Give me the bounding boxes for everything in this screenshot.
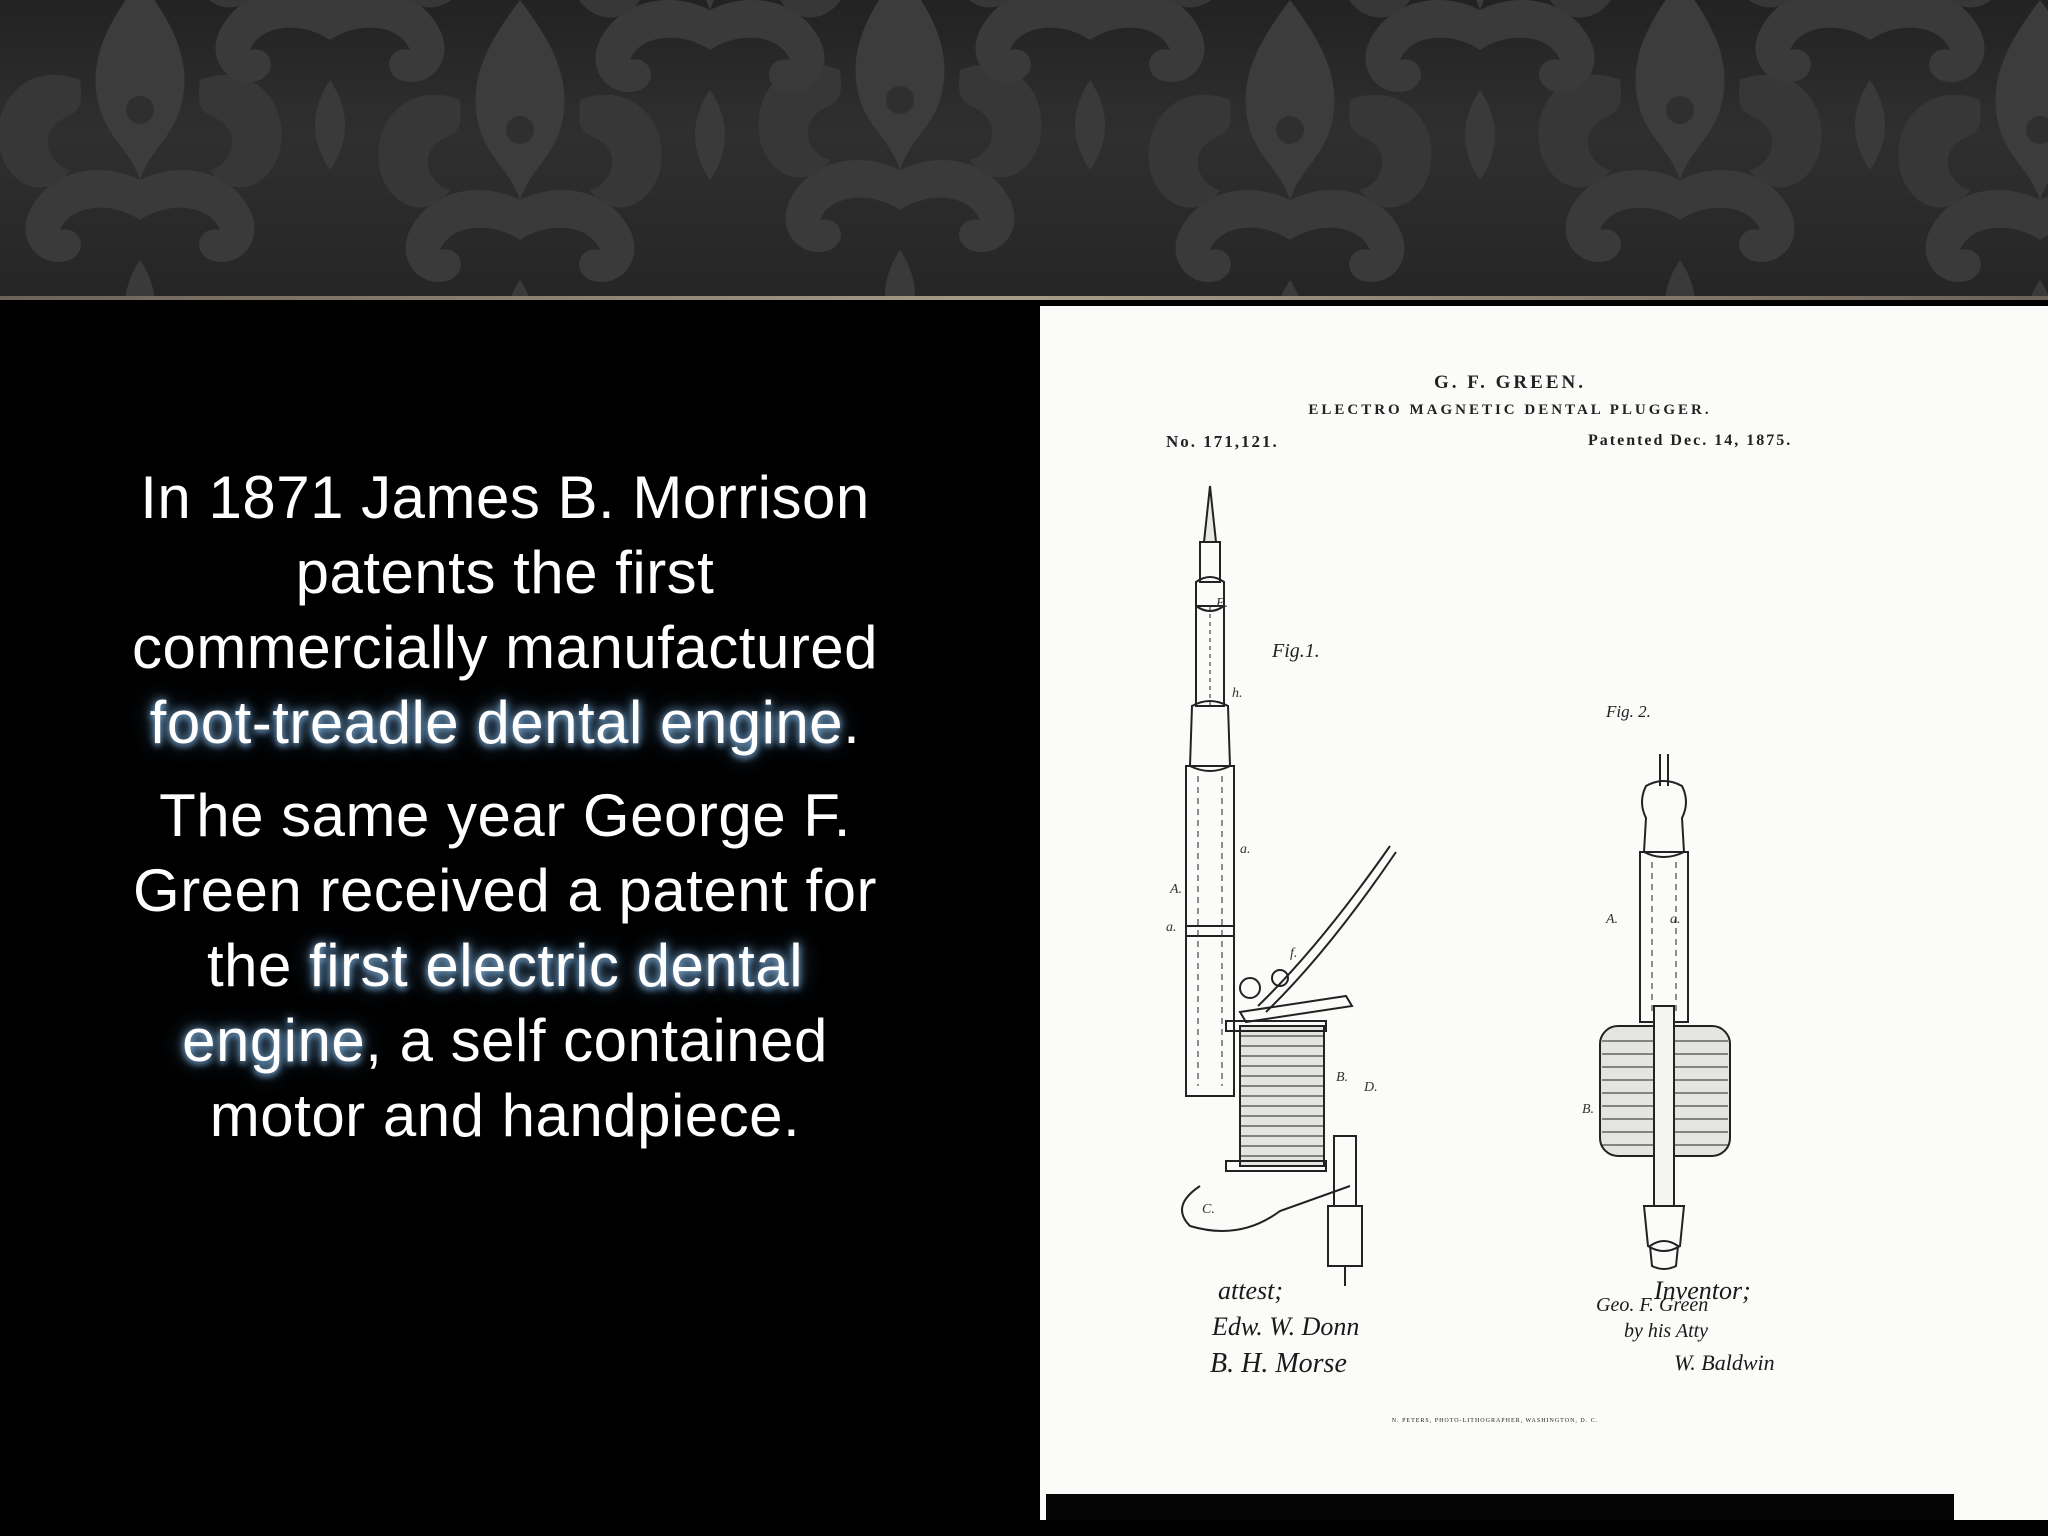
text-period: . [843,689,861,756]
damask-pattern [0,0,2048,296]
fig1-letter-f: f. [1290,946,1298,961]
damask-header-banner [0,0,2048,296]
patent-title: ELECTRO MAGNETIC DENTAL PLUGGER. [1308,402,1712,418]
fig1-letter-a2: a. [1166,920,1177,935]
fig2-letter-A: A. [1606,912,1619,927]
link-first-electric-dental-engine[interactable]: first electric dental engine [182,932,804,1074]
patent-date: Patented Dec. 14, 1875. [1588,432,1793,449]
banner-divider [0,296,2048,300]
attest-label: attest; [1218,1276,1283,1305]
paragraph-green [120,778,890,1153]
slide-body-text [120,460,890,1153]
inventor-signature: Geo. F. Green [1596,1294,1709,1316]
patent-number: No. 171,121. [1166,432,1279,451]
text-morrison: In 1871 James B. Morrison patents the first commercially manufactured [131,464,879,681]
attorney-by-line: by his Atty [1624,1320,1709,1342]
patent-bottom-border [1046,1494,1954,1520]
patent-edge [1958,1406,2048,1520]
text-green-end: , a self contained motor and handpiece. [209,1007,828,1149]
fig1-letter-e: E. [1216,596,1229,611]
patent-figures [1040,306,2048,1520]
patent-drawing-image [1040,306,2048,1520]
figure-1-label: Fig.1. [1272,640,1320,662]
fig1-letter-a: a. [1240,842,1251,857]
fig2-letter-B: B. [1582,1102,1595,1117]
fig1-letter-A: A. [1170,882,1183,897]
paragraph-morrison [120,460,890,760]
fig1-letter-B: B. [1336,1070,1349,1085]
fig2-letter-a: a. [1670,912,1681,927]
patent-inventor-name: G. F. GREEN. [1434,372,1586,393]
link-foot-treadle-dental-engine[interactable]: foot-treadle dental engine [149,689,844,756]
witness-signature-1: Edw. W. Donn [1212,1312,1360,1341]
printer-credit: N. PETERS, PHOTO-LITHOGRAPHER, WASHINGTON, D. C. [1391,1418,1599,1424]
figure-2-label: Fig. 2. [1606,702,1651,721]
fig1-letter-h: h. [1232,686,1243,701]
attorney-signature: W. Baldwin [1674,1350,1775,1375]
inventor-label: Inventor; [1654,1276,1751,1305]
text-green: The same year George F. Green received a patent for the [133,782,877,999]
fig1-letter-D: D. [1364,1080,1378,1095]
witness-signature-2: B. H. Morse [1210,1348,1347,1379]
fig1-letter-C: C. [1202,1202,1215,1217]
